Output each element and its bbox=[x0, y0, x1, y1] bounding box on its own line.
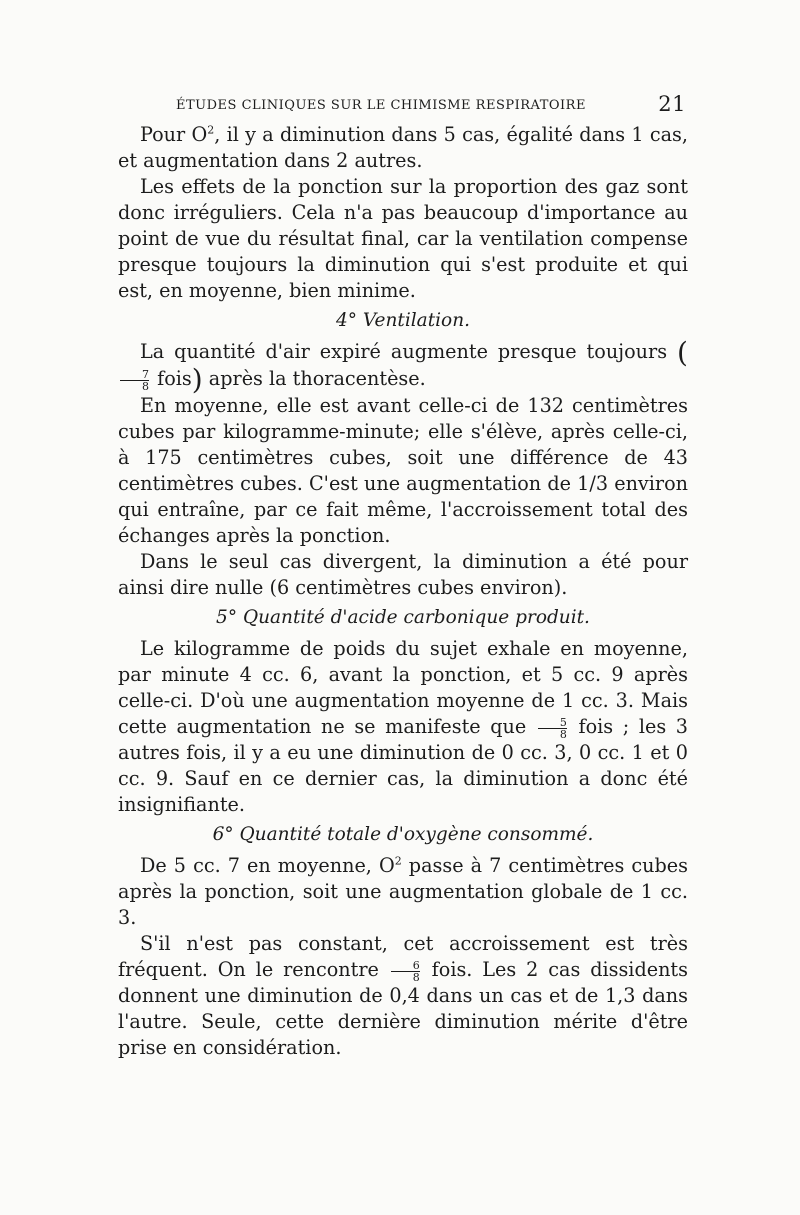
fraction bbox=[391, 960, 420, 983]
paragraph-average-volume: En moyenne, elle est avant celle-ci de 132 centimètres cubes par kilogramme-minute; elle s'élève, après celle-ci, à 175 centimètres cubes, soit une différence de 43 centimètres cubes. C'est une augmentation de 1/3 environ qui entraîne, par ce fait même, l'accroissement total des échanges après la ponction. bbox=[118, 394, 688, 547]
paragraph-frequency bbox=[118, 931, 688, 1061]
fraction bbox=[538, 717, 567, 740]
text-run: S'il n'est pas constant, cet accroissement est très fréquent. On le rencontre bbox=[118, 932, 688, 981]
text-run: Pour O bbox=[140, 123, 208, 146]
paragraph-o2-results bbox=[118, 122, 688, 174]
paragraph-co2-output bbox=[118, 636, 688, 818]
superscript: 2 bbox=[394, 854, 402, 868]
text-run: fois. Les 2 cas dissidents donnent une diminution de 0,4 dans un cas et de 1,3 dans l'autre. Seule, cette dernière diminution mérite d'être prise en considération. bbox=[118, 958, 688, 1059]
close-paren: ) bbox=[191, 363, 203, 396]
text-run: De 5 cc. 7 en moyenne, O bbox=[140, 854, 395, 877]
open-paren: ( bbox=[677, 336, 688, 369]
page-number: 21 bbox=[658, 92, 686, 116]
paragraph-oxygen-consumed bbox=[118, 853, 688, 931]
text-run: passe à 7 centimètres cubes après la ponction, soit une augmentation globale de 1 cc. 3. bbox=[118, 854, 688, 929]
text-run: fois ; les 3 autres fois, il y a eu une diminution de 0 cc. 3, 0 cc. 1 et 0 cc. 9. Sauf en ce dernier cas, la diminution a donc été insignifiante. bbox=[118, 715, 688, 816]
fraction-numerator: 6 bbox=[412, 958, 420, 972]
text-run: après la thoracentèse. bbox=[208, 367, 426, 390]
running-header bbox=[118, 92, 688, 122]
section-heading-ventilation: 4° Ventilation. bbox=[335, 310, 470, 331]
fraction-numerator: 5 bbox=[559, 715, 567, 729]
text-run: fois bbox=[157, 367, 192, 390]
text-run: , il y a diminution dans 5 cas, égalité dans 1 cas, et augmentation dans 2 autres. bbox=[118, 123, 688, 172]
superscript: 2 bbox=[207, 123, 215, 137]
section-heading-carbonic-acid: 5° Quantité d'acide carbonique produit. bbox=[216, 607, 590, 628]
fraction-denominator: 8 bbox=[120, 380, 149, 392]
text-run: Le kilogramme de poids du sujet exhale en moyenne, par minute 4 cc. 6, avant la ponction, et 5 cc. 9 après celle-ci. D'où une augmentation moyenne de 1 cc. 3. Mais cette augmentation ne se manifeste que bbox=[118, 637, 688, 738]
page bbox=[118, 92, 688, 1061]
paragraph-divergent-case: Dans le seul cas divergent, la diminution a été pour ainsi dire nulle (6 centimètres cubes environ). bbox=[118, 550, 688, 599]
paragraph-air-expired bbox=[118, 336, 688, 396]
text-run: La quantité d'air expiré augmente presque toujours bbox=[140, 340, 668, 363]
fraction-denominator: 8 bbox=[538, 728, 567, 740]
fraction-numerator: 7 bbox=[142, 367, 149, 381]
fraction-denominator: 8 bbox=[391, 971, 420, 983]
section-heading-oxygen: 6° Quantité totale d'oxygène consommé. bbox=[212, 824, 594, 845]
paragraph-gas-effects: Les effets de la ponction sur la proportion des gaz sont donc irréguliers. Cela n'a pas beaucoup d'importance au point de vue du résultat final, car la ventilation compense presque toujours la diminution qui s'est produite et qui est, en moyenne, bien minime. bbox=[118, 175, 688, 302]
fraction bbox=[120, 369, 149, 392]
running-title: ÉTUDES CLINIQUES SUR LE CHIMISME RESPIRATOIRE bbox=[176, 98, 586, 113]
